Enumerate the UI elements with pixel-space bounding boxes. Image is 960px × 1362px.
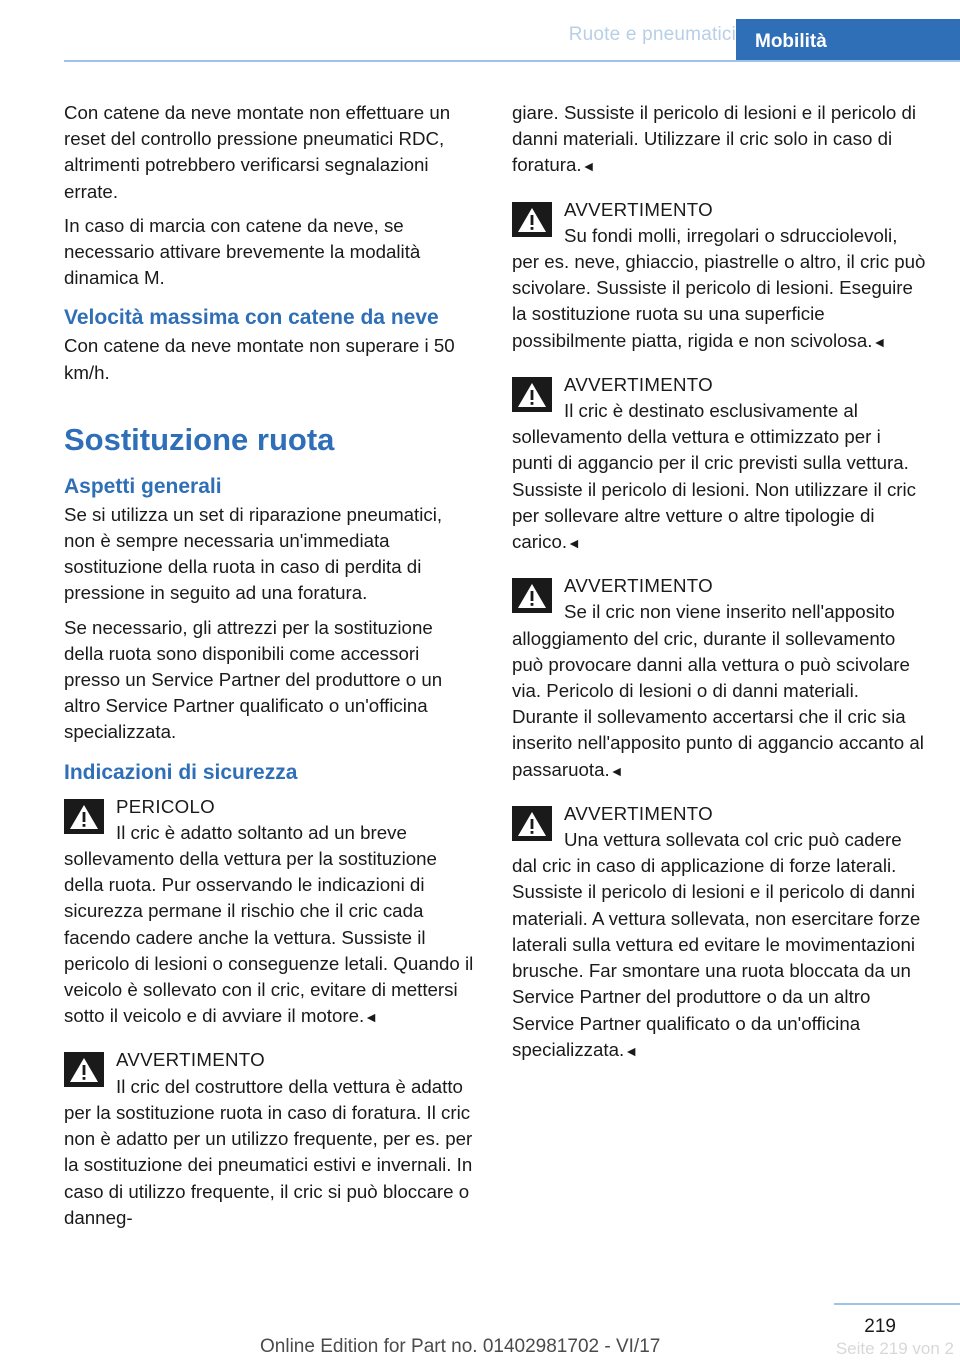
paragraph: In caso di marcia con catene da neve, se necessario attivare brevemente la modalità dinamica M. xyxy=(64,214,421,289)
paragraph xyxy=(512,100,926,180)
end-mark: ◄ xyxy=(567,535,581,552)
warning-text: Il cric è destinato esclusivamente al sollevamento della vettura e ottimizzato per i punti di aggancio per il cric previsti sulla vettura. Sussiste il pericolo di lesioni. Non utilizzare il cric per sollevare altre vetture o altre tipologie di carico. xyxy=(512,400,917,553)
warning-title: AVVERTIMENTO xyxy=(116,1049,265,1071)
warning-block-danger xyxy=(64,794,477,1031)
end-mark: ◄ xyxy=(624,1042,639,1059)
section-tab[interactable]: Ruote e pneumatici xyxy=(568,24,736,45)
warning-icon xyxy=(512,202,552,237)
page-header xyxy=(0,0,960,62)
warning-icon xyxy=(512,377,552,412)
page-number: 219 xyxy=(864,1316,896,1337)
paragraph: Se necessario, gli attrezzi per la sostituzione della ruota sono disponibili come accessori presso un Service Partner del produttore o un altro Service Partner qualificato o un'officina specializzata. xyxy=(64,616,443,743)
warning-text: Una vettura sollevata col cric può cadere dal cric in caso di applicazione di forze laterali. Sussiste il pericolo di lesioni e il pericolo di danni materiali. A vettura sollevata, non esercitare forze laterali sulla vettura ed evitare le movimentazioni brusche. Far smontare una ruota bloccata da un Service Partner del produttore o da un altro Service Partner qualificato o da un'officina specializzata. xyxy=(512,829,921,1060)
footer-rule xyxy=(834,1303,960,1305)
warning-text: Se il cric non viene inserito nell'apposito alloggiamento del cric, durante il sollevamento può provocare danni alla vettura o può scivolare via. Pericolo di lesioni o di danni materiali. Durante il sollevamento accertarsi che il cric sia inserito nell'apposito punto di aggancio accanto al passaruota. xyxy=(512,601,924,780)
paragraph-text: giare. Sussiste il pericolo di lesioni e il pericolo di danni materiali. Utilizzare il cric solo in caso di foratura. xyxy=(512,102,917,176)
warning-icon xyxy=(64,1052,104,1087)
end-mark: ◄ xyxy=(872,333,887,350)
section-title: Sostituzione ruota xyxy=(64,421,335,457)
paragraph: Con catene da neve montate non superare i 50 km/h. xyxy=(64,335,455,383)
warning-title: AVVERTIMENTO xyxy=(564,575,713,597)
warning-text: Su fondi molli, irregolari o sdrucciolevoli, per es. neve, ghiaccio, piastrelle o altro, il cric può scivolare. Sussiste il pericolo di lesioni. Eseguire la sostituzione ruota su una superficie possibilmente piatta, rigida e non scivolosa. xyxy=(512,224,926,351)
warning-text: Il cric è adatto soltanto ad un breve sollevamento della vettura per la sostituzione della ruota. Pur osservando le indicazioni di sicurezza permane il rischio che il cric cada facendo cadere anche la vettura. Sussiste il pericolo di lesioni o conseguenze letali. Quando il veicolo è sollevato con il cric, evitare di mettersi sotto il veicolo e di avviare il motore. xyxy=(64,821,474,1027)
warning-title: AVVERTIMENTO xyxy=(564,198,713,220)
warning-icon xyxy=(512,578,552,613)
warning-block xyxy=(512,372,926,556)
paragraph: Con catene da neve montate non effettuare un reset del controllo pressione pneumatici RDC, altrimenti potrebbero verificarsi segnalazioni errate. xyxy=(64,102,451,202)
edition-footer: Online Edition for Part no. 01402981702 - VI/17 xyxy=(260,1336,661,1357)
warning-block xyxy=(512,801,926,1064)
paragraph: Se si utilizza un set di riparazione pneumatici, non è sempre necessaria un'immediata sostituzione della ruota in caso di perdita di pressione in seguito ad una foratura. xyxy=(64,503,443,604)
warning-title: AVVERTIMENTO xyxy=(564,802,713,824)
heading-general: Aspetti generali xyxy=(64,474,222,498)
watermark: Seite 219 von 2 xyxy=(835,1339,954,1358)
header-rule xyxy=(64,60,960,62)
warning-icon xyxy=(512,806,552,841)
chapter-tab[interactable]: Mobilità xyxy=(736,19,960,62)
warning-title: AVVERTIMENTO xyxy=(564,373,713,395)
warning-block xyxy=(512,197,926,355)
warning-text: Il cric del costruttore della vettura è adatto per la sostituzione ruota in caso di foratura. Il cric non è adatto per un utilizzo frequente, per es. per la sostituzione dei pneumatici estivi e invernali. In caso di utilizzo frequente, il cric si può bloccare o danneg- xyxy=(64,1075,473,1228)
warning-block xyxy=(64,1047,477,1230)
heading-snow-chain-speed: Velocità massima con catene da neve xyxy=(64,306,439,330)
left-column xyxy=(64,100,477,1231)
right-column xyxy=(512,100,926,1064)
warning-block xyxy=(512,573,926,784)
end-mark: ◄ xyxy=(581,158,596,175)
heading-safety: Indicazioni di sicurezza xyxy=(64,760,298,784)
warning-title: PERICOLO xyxy=(116,795,215,817)
end-mark: ◄ xyxy=(364,1009,379,1026)
warning-icon xyxy=(64,799,104,834)
end-mark: ◄ xyxy=(609,762,624,779)
